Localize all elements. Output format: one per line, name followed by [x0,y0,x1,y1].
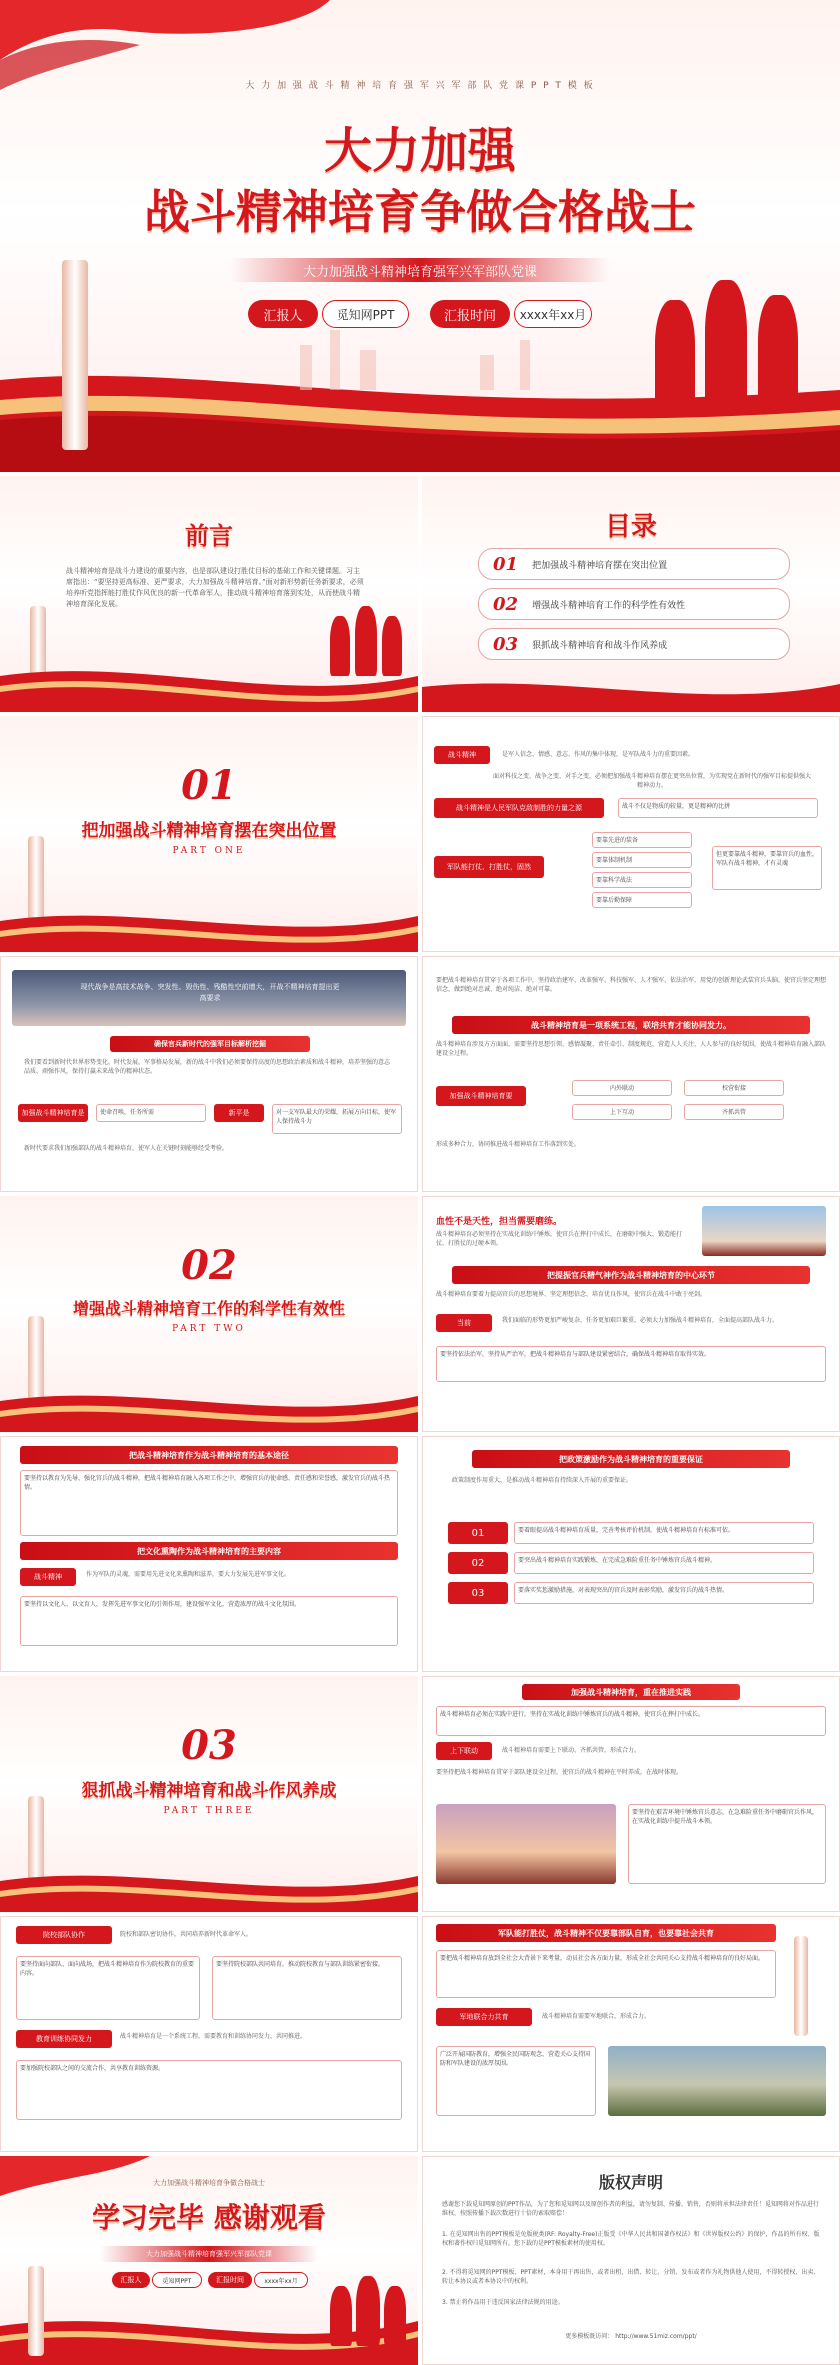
copyright-footer-link[interactable]: 更多模板既访问： http://www.51miz.com/ppt/ [565,2333,697,2340]
toc-item-number: 01 [493,553,519,575]
preface-title: 前言 [185,521,233,550]
footer-text: 新时代要求我们加强部队的战斗精神培育，使军人在关键时刻能够经受考验。 [24,1145,229,1152]
joint-text: 战斗精神培育需要军地联合，形成合力。 [542,2013,651,2020]
content-slide-h [422,1916,840,2152]
policy-intro: 政策制度作用重大，是推动战斗精神培育持续深入开展的重要保证。 [452,1477,633,1484]
city-skyline [300,345,312,390]
copyright-item: 2. 不得将觅知网的PPT模板、PPT素材，本身用于再出售，或者出租、出借、转让、分销、发布或者作为礼物供他人使用，不得转授权、出卖、转让本协议或者本协议中的权利。 [442,2269,820,2285]
item-text: 要突出战斗精神培育实践锻炼，在完成急难险重任务中锤炼官兵战斗精神。 [514,1552,814,1574]
time-value: xxxx年xx月 [254,2272,308,2288]
text-spirit-contest: 战斗不仅是物质的较量，更是精神的比拼 [618,798,818,818]
system-body: 战斗精神培育涉及方方面面，需要坚持思想引领、感情凝聚、责任牵引、制度规范，营造人人关注、人人参与的良好氛围，使战斗精神培育融入部队建设全过程。 [436,1041,827,1057]
city-skyline [330,330,340,390]
toc-item-number: 02 [493,593,519,615]
tag-combat-spirit: 战斗精神 [434,746,490,764]
part1-number: 01 [181,762,237,809]
toc-slide [422,476,840,712]
intro-text: 要把战斗精神培育贯穿于各项工作中，坚持政治建军、改革强军、科技强军、人才强军、依法治军，用党的创新理论武装官兵头脑，使官兵坚定理想信念，做到绝对忠诚、绝对纯洁、绝对可靠。 [436,977,827,993]
list-item: 要靠后勤保障 [592,892,692,908]
part2-number: 02 [181,1242,237,1289]
content-slide-b-right [422,956,840,1192]
cover-subtitle-bar [230,258,610,282]
photo-caption-text: 要坚持在艰苦环境中锤炼官兵意志，在急难险重任务中磨砺官兵作风，在实战化训练中提升战斗本领。 [628,1804,826,1884]
ending-subtitle: 大力加强战斗精神培育强军兴军部队党课 [146,2250,272,2258]
grid-item: 内外联动 [572,1080,672,1096]
ending-slide [0,2156,418,2365]
part1-label: PART ONE [172,846,246,856]
tag-cooperation: 院校部队协作 [16,1926,112,1944]
pillar-photo [436,1804,616,1884]
ending-title: 学习完毕 感谢观看 [92,2201,326,2234]
item-number: 01 [448,1522,508,1544]
content-slide-d [0,1436,418,1672]
slide-c-footer: 要坚持依法治军，坚持从严治军，把战斗精神培育与部队建设紧密结合，确保战斗精神培育取得实效。 [436,1346,826,1382]
text-block-2: 作为军队的灵魂，需要用先进文化来熏陶和滋养，要大力发展先进军事文化。 [86,1571,291,1578]
huabiao-pillar [62,260,88,450]
huabiao-pillar [794,1936,808,2036]
city-skyline [520,340,530,390]
system-banner: 战斗精神培育是一项系统工程，联培共育才能协同发力。 [452,1016,810,1034]
tag-coordination: 教育训练协同发力 [16,2030,112,2048]
practice-banner: 加强战斗精神培育，重在推进实践 [522,1684,740,1700]
toc-item-text: 把加强战斗精神培育摆在突出位置 [532,560,668,571]
tag-combat-spirit: 战斗精神 [20,1568,76,1586]
cover-subtitle: 大力加强战斗精神培育强军兴军部队党课 [302,264,537,280]
part2-label: PART TWO [172,1324,246,1334]
item-number: 02 [448,1552,508,1574]
soldier-silhouette [705,280,747,410]
soldier-silhouette [330,2286,352,2346]
toc-item-text: 狠抓战斗精神培育和战斗作风养成 [532,640,668,651]
toc-title: 目录 [604,512,657,542]
box-text: 要坚持院校部队共同培育，推动院校教育与部队训练紧密衔接。 [212,1956,402,2020]
preface-slide [0,476,418,712]
time-label: 汇报时间 [208,2272,252,2288]
ending-subtitle-bar [100,2246,318,2262]
defense-text: 广泛开展国防教育，增强全民国防观念，营造关心支持国防和军队建设的浓厚氛围。 [436,2046,596,2116]
part3-title: 狠抓战斗精神培育和战斗作风养成 [81,1781,337,1801]
list-item: 要靠先进的装备 [592,832,692,848]
soldier-silhouette [356,2276,380,2346]
grid-item: 校营衔接 [684,1080,784,1096]
tag-current: 当前 [436,1314,492,1332]
slide-c-text: 我们面临的形势更加严峻复杂，任务更加艰巨繁重，必须大力加强战斗精神培育，全面提高部队战斗力。 [502,1317,779,1324]
red-wave [0,1856,418,1912]
box-text: 要加强院校部队之间的交流合作，共享教育训练资源。 [16,2060,402,2120]
part1-slide [0,716,418,952]
part2-slide [0,1196,418,1432]
cover-top-strip: 大 力 加 强 战 斗 精 神 培 育 强 军 兴 军 部 队 党 课 P P T 模 板 [245,81,595,91]
linkage-text: 战斗精神培育需要上下联动、齐抓共管，形成合力。 [502,1747,641,1754]
copyright-item: 1. 在觅知网出售的PPT模板是免版税类(RF: Royalty-Free)正版受《中华人民共和国著作权法》和《世界版权公约》的保护，作品的所有权、版权和著作权归觅知网所有，您下载的是PPT模板素材的使用权。 [442,2231,820,2247]
huabiao-pillar [28,2266,44,2356]
body-text: 我们要看到新时代世界形势变化，时代发展，军事格局发展，新的战斗中我们必须要保持高度的思想政治素质和战斗精神，培养坚强的意志品质、顽强作风，保持打赢未来战争的精神状态。 [24,1059,391,1075]
reporter-value: 觅知网PPT [152,2272,202,2288]
content-slide-g [0,1916,418,2152]
red-wave [422,672,840,712]
tag-joint-education: 军地联合力共育 [436,2008,532,2026]
toc-item-number: 03 [493,633,519,655]
box-text: 要坚持面向部队、面向战场，把战斗精神培育作为院校教育的重要内容。 [16,1956,200,2020]
toc-item-text: 增强战斗精神培育工作的科学性有效性 [532,600,686,611]
content-slide-c [422,1196,840,1432]
list-item: 要靠科学战法 [592,872,692,888]
practice-footer: 要坚持把战斗精神培育贯穿于部队建设全过程，使官兵的战斗精神在平时养成，在战时体现。 [436,1769,683,1776]
part3-label: PART THREE [163,1806,255,1816]
temple-image [702,1206,826,1256]
content-slide-e [422,1436,840,1672]
toc-item[interactable] [478,628,790,660]
soldier-silhouette [758,295,798,410]
tag-new-era: 新平是 [214,1104,264,1122]
cover-slide [0,0,840,472]
slide-c-body2: 战斗精神培育要着力提高官兵的思想境界、坚定理想信念、培育优良作风，使官兵在战斗中敢于亮剑。 [436,1291,707,1298]
banner-text: 现代战争是高技术战争、突发性、毁伤性、残酷性空前增大，开战不精神培育提出更高要求 [80,983,340,1002]
city-skyline [480,355,494,390]
copyright-item: 3. 禁止将作品用于违反国家法律法规的用途。 [442,2299,564,2306]
banner-1: 把战斗精神培育作为战斗精神培育的基本途径 [20,1446,398,1464]
part3-number: 03 [181,1722,237,1769]
cover-title-line1: 大力加强 [323,123,516,179]
item-text: 要着眼提高战斗精神培育质量，完善考核评价机制，使战斗精神培育有标准可依。 [514,1522,814,1544]
cooperation-text: 院校和部队密切协作，共同培养新时代革命军人。 [120,1931,253,1938]
text-changes: 面对科技之变、战争之变、对手之变，必须把加强战斗精神培育摆在更突出位置，为实现党在新时代的强军目标提供强大精神动力。 [492,773,811,789]
text-block-3: 要坚持以文化人、以文育人，发挥先进军事文化的引领作用，建设强军文化，营造浓厚的战斗文化氛围。 [20,1596,398,1646]
toc-item[interactable] [478,548,790,580]
copyright-title: 版权声明 [598,2173,663,2192]
city-skyline [360,350,376,390]
item-text: 要落实奖惩激励措施，对表现突出的官兵及时表彰奖励，激发官兵的战斗热情。 [514,1582,814,1604]
center-banner: 把提振官兵精气神作为战斗精神培育的中心环节 [452,1266,810,1284]
part1-title: 把加强战斗精神培育摆在突出位置 [81,821,337,841]
part3-slide [0,1676,418,1912]
ending-small-text: 大力加强战斗精神培育争做合格战士 [153,2179,265,2187]
soldier-silhouette [655,300,695,410]
center-banner: 确保官兵新时代的强军目标解析挖掘 [110,1036,310,1052]
toc-item[interactable] [478,588,790,620]
text-block-1: 要坚持以教育为先导，强化官兵的战斗精神，把战斗精神培育融入各项工作之中，增强官兵的使命感、责任感和荣誉感，激发官兵的战斗热情。 [20,1470,398,1536]
policy-banner: 把政策激励作为战斗精神培育的重要保证 [472,1450,790,1468]
red-wave [0,1376,418,1432]
society-banner: 军队能打胜仗，战斗精神不仅要靠部队自育，也要靠社会共育 [436,1924,776,1942]
reporter-label: 汇报人 [248,300,318,328]
text-honor: 对一支军队最大的荣耀，拓展方向目标，使军人保持战斗力 [272,1104,402,1134]
tag-win-battles: 军队能打仗、打胜仗，固然 [434,856,544,878]
red-wave [0,896,418,952]
red-wave [0,656,418,712]
footer-text: 形成多种合力，协同推进战斗精神培育工作落到实处。 [436,1141,581,1148]
tag-cultivate: 加强战斗精神培育是 [18,1104,88,1122]
text-definition: 是军人信念、情感、意志、作风的集中体现，是军队战斗力的重要因素。 [502,751,695,758]
grid-item: 齐抓共管 [684,1104,784,1120]
slide-c-body: 战斗精神培育必须坚持在实战化训练中锤炼，使官兵在摔打中成长，在磨砺中强大，锻造能打仗、打胜仗的过硬本领。 [436,1231,683,1247]
copyright-slide [422,2156,840,2365]
list-item: 要靠体制机制 [592,852,692,868]
reporter-label: 汇报人 [112,2272,150,2288]
tag-linkage: 上下联动 [436,1742,492,1760]
banner-2: 把文化熏陶作为战斗精神培育的主要内容 [20,1542,398,1560]
time-value: xxxx年xx月 [514,300,592,328]
content-slide-f [422,1676,840,1912]
grid-item: 上下互动 [572,1104,672,1120]
preface-body: 战斗精神培育是战斗力建设的重要内容，也是部队建设打胜仗目标的基础工作和关键课题。习主席指出：“要坚持更高标准、更严要求，大力加强战斗精神培育。”面对新形势新任务新要求，必须培养听党指挥能打胜仗作风优良的新一代革命军人，推动战斗精神培育落到实处，从而使战斗精神培育深化发展。 [66,567,364,608]
tag-source-of-strength: 战斗精神是人民军队克敌制胜的力量之源 [434,798,604,818]
tag-strengthen: 加强战斗精神培育要 [436,1086,526,1106]
great-wall-photo [608,2046,826,2116]
copyright-body: 感谢您下载觅知网原创的PPT作品，为了您和觅知网以及原创作者的利益，请勿复制、传播、销售，否则将承担法律责任！觅知网将对作品进行维权，按照传播下载次数进行十倍的索取赔偿！ [442,2201,819,2217]
coordination-text: 战斗精神培育是一个系统工程，需要教育和训练协同发力，共同推进。 [120,2033,307,2040]
content-slide-b [0,956,418,1192]
reporter-value: 觅知网PPT [322,300,409,328]
soldier-silhouette [384,2286,406,2346]
item-number: 03 [448,1582,508,1604]
cover-title-line2: 战斗精神培育争做合格战士 [144,185,696,239]
part2-title: 增强战斗精神培育工作的科学性有效性 [72,1299,345,1318]
text-mission: 使命召唤，任务所需 [96,1104,206,1122]
practice-body: 战斗精神培育必须在实践中进行，坚持在实战化训练中锤炼官兵的战斗精神，使官兵在摔打中成长。 [436,1706,826,1736]
content-slide-a [422,716,840,952]
society-text: 要把战斗精神培育放到全社会大背景下来考量，动员社会各方面力量，形成全社会共同关心支持战斗精神培育的良好局面。 [436,1950,776,1998]
text-spirit-soul: 但更要靠战斗精神，要靠官兵的血性，军队有战斗精神，才有灵魂 [712,846,822,890]
time-label: 汇报时间 [430,300,510,328]
slide-c-heading: 血性不是天性，担当需要磨练。 [436,1217,563,1227]
